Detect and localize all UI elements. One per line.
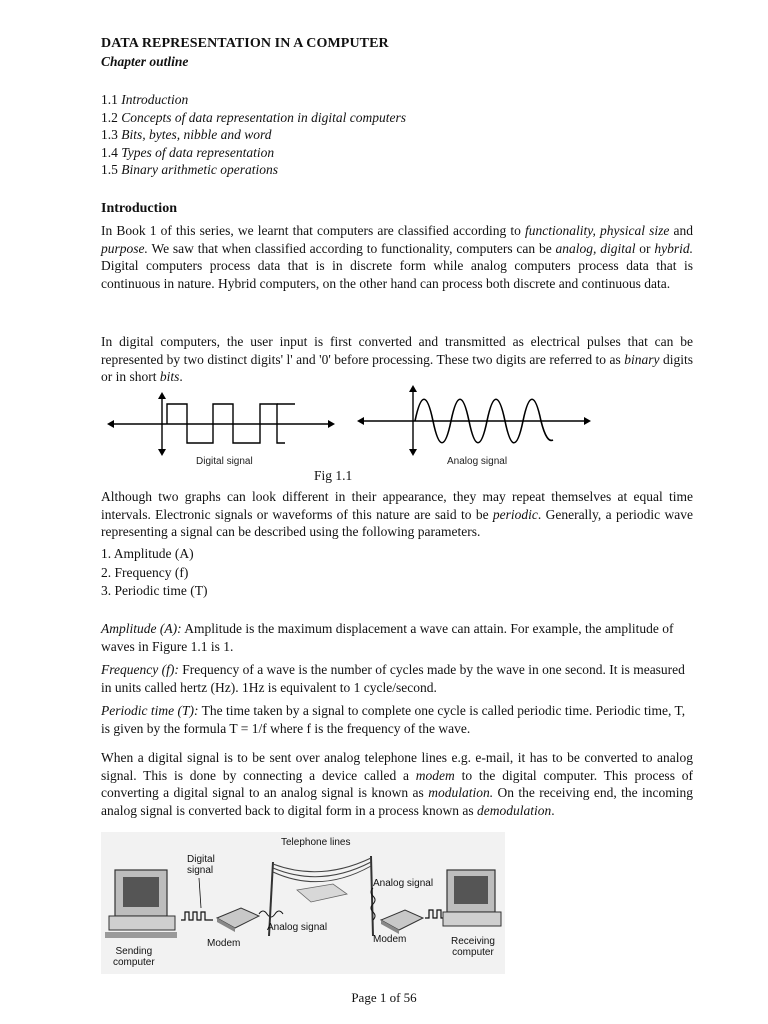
- digital-signal-figure: [105, 388, 337, 460]
- introduction-heading: Introduction: [101, 201, 177, 216]
- analog-signal-mid-label: Analog signal: [267, 922, 328, 933]
- digital-input-paragraph: In digital computers, the user input is first converted and transmitted as electrical pulses that can be represented by two distinct digits' l' and '0' before processing. These two digits are referred to as binary digits or in short bits.: [101, 334, 693, 385]
- outline-item: 1.4 Types of data representation: [101, 144, 275, 160]
- list-item: 2. Frequency (f): [101, 564, 189, 580]
- receiving-computer-label: Receiving computer: [451, 936, 495, 958]
- figure-caption: Fig 1.1: [314, 468, 353, 483]
- chapter-outline-heading: Chapter outline: [101, 54, 189, 69]
- modem-left-label: Modem: [207, 938, 241, 949]
- telephone-lines-label: Telephone lines: [281, 837, 351, 848]
- amplitude-definition: Amplitude (A): Amplitude is the maximum displacement a wave can attain. For example, the amplitude of waves in Figure 1.1 is 1.: [101, 621, 674, 654]
- list-item: 1. Amplitude (A): [101, 546, 194, 561]
- outline-item: 1.3 Bits, bytes, nibble and word: [101, 127, 272, 142]
- sending-computer-label: Sending computer: [113, 946, 155, 968]
- outline-item: 1.2 Concepts of data representation in digital computers: [101, 109, 406, 125]
- wave-parameters-list: [101, 545, 207, 601]
- periodic-paragraph: Although two graphs can look different in their appearance, they may repeat themselves at equal time intervals. Electronic signals or waveforms of this nature are said to be periodic. Generally, a periodic wave representing a signal can be described using the following parameters.: [101, 489, 693, 540]
- intro-paragraph: In Book 1 of this series, we learnt that computers are classified according to functionality, physical size and purpose. We saw that when classified according to functionality, computers can be analog, digital or hybrid. Digital computers process data that is in discrete form while analog computers process data that is continuous in nature. Hybrid computers, on the other hand can process both discrete and continuous data.: [101, 223, 693, 292]
- frequency-definition: Frequency (f): Frequency of a wave is the number of cycles made by the wave in one second. It is measured in units called hertz (Hz). 1Hz is equivalent to 1 cycle/second.: [101, 662, 685, 695]
- outline-item: 1.1 Introduction: [101, 92, 189, 107]
- outline-item: 1.5 Binary arithmetic operations: [101, 162, 278, 177]
- sending-computer-icon: [105, 870, 177, 938]
- digital-signal-photo-label: Digital signal: [187, 854, 215, 876]
- modem-paragraph: When a digital signal is to be sent over analog telephone lines e.g. e-mail, it has to be converted to analog signal. This is done by connecting a device called a modem to the digital computer. This process of converting a digital signal to an analog signal is known as modulation. On the receiving end, the incoming analog signal is converted back to digital form in a process known as demodulation.: [101, 750, 693, 819]
- modem-diagram-drawing: [101, 832, 505, 974]
- analog-signal-label: Analog signal: [447, 456, 508, 467]
- modem-diagram-image: [101, 832, 505, 974]
- analog-signal-right-label: Analog signal: [373, 878, 434, 889]
- receiving-computer-icon: [443, 870, 501, 926]
- periodic-time-definition: Periodic time (T): The time taken by a signal to complete one cycle is called periodic time. Periodic time, T, is given by the formula T = 1/f where f is the frequency of the wave.: [101, 703, 686, 736]
- modem-right-label: Modem: [373, 934, 407, 945]
- document-title: DATA REPRESENTATION IN A COMPUTER: [101, 36, 389, 51]
- list-item: 3. Periodic time (T): [101, 583, 208, 598]
- digital-signal-label: Digital signal: [196, 456, 253, 467]
- analog-signal-figure: [355, 382, 593, 460]
- chapter-outline-list: [101, 91, 406, 179]
- page-number: Page 1 of 56: [351, 990, 417, 1005]
